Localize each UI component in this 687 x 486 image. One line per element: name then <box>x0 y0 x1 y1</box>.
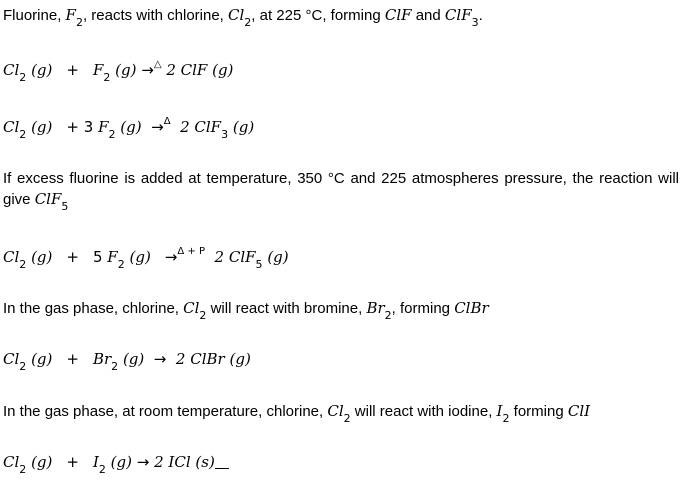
plus-sign: + <box>66 350 79 368</box>
reactant-cl: Cl <box>3 453 20 471</box>
text-fragment: . <box>478 7 483 24</box>
bromine-sentence <box>3 299 679 322</box>
equation-clbr <box>3 350 679 373</box>
text-fragment: will react with bromine, <box>206 300 367 317</box>
coefficient: 3 <box>83 118 94 136</box>
equation-clf3 <box>3 118 679 139</box>
bromine-symbol: Br <box>366 299 385 317</box>
equation-clf <box>3 61 679 82</box>
state: (g) <box>31 453 53 471</box>
text-fragment: forming <box>509 403 568 420</box>
text-fragment: If excess fluorine is added at temperature, 350 °C and 225 atmospheres pressure, the reaction will give <box>3 170 679 208</box>
plus-sign: + <box>66 453 79 471</box>
plus-sign: + <box>66 118 79 136</box>
product: 2 ClBr <box>175 350 225 368</box>
subscript: 3 <box>471 16 479 29</box>
reactant-cl: Cl <box>3 61 20 79</box>
iodine-sentence <box>3 402 679 425</box>
text-fragment: will react with iodine, <box>350 403 497 420</box>
product: 2 ICl <box>154 453 191 471</box>
chlorine-symbol: Cl <box>327 402 344 420</box>
text-fragment: , at 225 °C, forming <box>251 7 385 24</box>
subscript: 2 <box>98 463 106 476</box>
subscript: 2 <box>19 463 27 476</box>
reactant-cl: Cl <box>3 118 20 136</box>
text-cursor-underline <box>215 454 229 469</box>
subscript: 2 <box>19 360 27 373</box>
equation-clf5 <box>3 248 679 269</box>
state: (g) <box>129 248 151 266</box>
subscript: 2 <box>75 16 83 29</box>
plus-sign: + <box>66 248 79 266</box>
subscript: 5 <box>61 200 69 213</box>
reaction-arrow: → <box>141 61 154 79</box>
fluorine-symbol: F <box>65 6 76 24</box>
coefficient: 5 <box>92 248 103 266</box>
cli-formula: ClI <box>567 402 591 420</box>
reactant-f: F <box>107 248 118 266</box>
plus-sign: + <box>66 61 79 79</box>
reaction-arrow: → <box>136 453 150 471</box>
equation-icl <box>3 453 679 476</box>
state: (g) <box>31 61 53 79</box>
reaction-arrow: → <box>151 118 164 136</box>
subscript: 2 <box>108 128 116 141</box>
subscript: 2 <box>502 412 510 425</box>
subscript: 5 <box>255 258 263 271</box>
subscript: 2 <box>384 309 392 322</box>
reaction-arrow: → <box>164 248 178 266</box>
state: (g) <box>120 118 142 136</box>
reactant-cl: Cl <box>3 248 20 266</box>
state: (g) <box>267 248 289 266</box>
subscript: 2 <box>199 309 207 322</box>
state: (s) <box>195 453 215 471</box>
excess-fluorine-paragraph <box>3 169 679 211</box>
chlorine-symbol: Cl <box>228 6 245 24</box>
text-fragment: In the gas phase, chlorine, <box>3 300 184 317</box>
subscript: 2 <box>19 71 27 84</box>
product: 2 ClF <box>166 61 208 79</box>
subscript: 2 <box>19 128 27 141</box>
intro-sentence <box>3 6 679 29</box>
clf3-formula: ClF <box>444 6 472 24</box>
clf5-formula: ClF <box>34 190 62 208</box>
reactant-br: Br <box>92 350 112 368</box>
iodine-symbol: I <box>496 402 503 420</box>
reactant-f: F <box>98 118 109 136</box>
state: (g) <box>232 118 255 136</box>
state: (g) <box>110 453 132 471</box>
chlorine-symbol: Cl <box>183 299 200 317</box>
heat-pressure-symbol: Δ + P <box>177 246 205 257</box>
heat-symbol: Δ <box>163 116 171 127</box>
product: 2 ClF <box>180 118 222 136</box>
subscript: 2 <box>244 16 252 29</box>
text-fragment: In the gas phase, at room temperature, chlorine, <box>3 403 328 420</box>
subscript: 2 <box>19 258 27 271</box>
reaction-arrow: → <box>153 350 167 368</box>
subscript: 3 <box>221 128 229 141</box>
reactant-i: I <box>92 453 99 471</box>
clf-formula: ClF <box>384 6 412 24</box>
text-fragment: and <box>411 7 445 24</box>
subscript: 2 <box>117 258 125 271</box>
reactant-cl: Cl <box>3 350 20 368</box>
text-fragment: , forming <box>391 300 455 317</box>
text-fragment: , reacts with chlorine, <box>82 7 229 24</box>
state: (g) <box>31 248 53 266</box>
subscript: 2 <box>111 360 119 373</box>
clbr-formula: ClBr <box>454 299 489 317</box>
heat-symbol: △ <box>153 59 162 70</box>
state: (g) <box>122 350 145 368</box>
subscript: 2 <box>103 71 111 84</box>
reactant-f: F <box>92 61 104 79</box>
state: (g) <box>31 118 53 136</box>
text-fragment: Fluorine, <box>3 7 66 24</box>
state: (g) <box>229 350 251 368</box>
state: (g) <box>31 350 53 368</box>
state: (g) <box>115 61 137 79</box>
subscript: 2 <box>343 412 351 425</box>
state: (g) <box>212 61 234 79</box>
product: 2 ClF <box>214 248 256 266</box>
